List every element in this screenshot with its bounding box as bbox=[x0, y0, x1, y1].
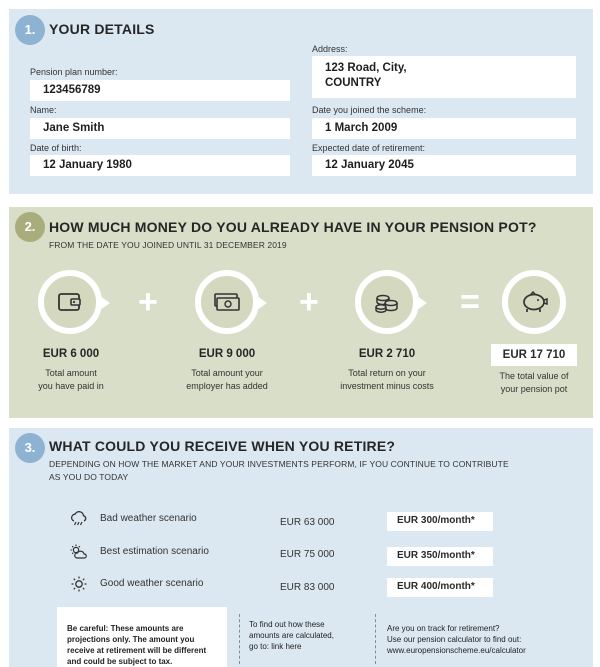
paid-in-amount: EUR 6 000 bbox=[42, 348, 100, 360]
calculator-note: Are you on track for retirement? Use our pension calculator to find out: www.europensionscheme.eu/calculator bbox=[387, 623, 587, 656]
employer-amount: EUR 9 000 bbox=[198, 348, 256, 360]
pension-pot-section bbox=[9, 207, 593, 418]
address-line-1: 123 Road, City, bbox=[325, 62, 407, 74]
dob-label: Date of birth: bbox=[30, 143, 82, 153]
section-subtitle: FROM THE DATE YOU JOINED UNTIL 31 DECEMBER 2019 bbox=[49, 240, 287, 250]
circle-pointer bbox=[100, 296, 110, 310]
section-number-badge: 1. bbox=[15, 15, 45, 45]
return-desc: Total return on your investment minus costs bbox=[340, 368, 434, 391]
divider bbox=[239, 614, 240, 664]
plus-sign: + bbox=[299, 283, 319, 321]
dob-field: 12 January 1980 bbox=[30, 155, 290, 176]
section-title: YOUR DETAILS bbox=[49, 21, 155, 37]
scenario-monthly: EUR 400/month* bbox=[387, 578, 493, 597]
section-title: HOW MUCH MONEY DO YOU ALREADY HAVE IN YOUR PENSION POT? bbox=[49, 219, 537, 235]
address-line-2: COUNTRY bbox=[325, 77, 382, 89]
scenario-label: Good weather scenario bbox=[100, 578, 204, 589]
divider bbox=[375, 614, 376, 664]
scenario-total: EUR 83 000 bbox=[280, 582, 335, 593]
total-pot-amount: EUR 17 710 bbox=[491, 344, 577, 366]
section-subtitle: DEPENDING ON HOW THE MARKET AND YOUR INVESTMENTS PERFORM, IF YOU CONTINUE TO CONTRIBUTE AS YOU DO TODAY bbox=[49, 459, 509, 482]
piggy-bank-circle bbox=[502, 270, 566, 334]
employer-desc: Total amount your employer has added bbox=[186, 368, 268, 391]
warning-text: Be careful: These amounts are projections only. The amount you receive at retirement will be different and could be subject to tax. bbox=[67, 624, 207, 666]
address-label: Address: bbox=[312, 44, 348, 54]
scenario-label: Best estimation scenario bbox=[100, 546, 209, 557]
name-label: Name: bbox=[30, 105, 57, 115]
joined-label: Date you joined the scheme: bbox=[312, 105, 427, 115]
joined-field: 1 March 2009 bbox=[312, 118, 576, 139]
scenario-label: Bad weather scenario bbox=[100, 513, 197, 524]
paid-in-desc: Total amount you have paid in bbox=[38, 368, 104, 391]
sun-icon bbox=[70, 576, 88, 592]
circle-pointer bbox=[417, 296, 427, 310]
wallet-icon bbox=[58, 292, 82, 312]
section-title: WHAT COULD YOU RECEIVE WHEN YOU RETIRE? bbox=[49, 438, 396, 454]
coins-icon bbox=[374, 289, 400, 315]
return-amount: EUR 2 710 bbox=[358, 348, 416, 360]
sun-cloud-icon bbox=[70, 544, 88, 560]
banknotes-circle bbox=[195, 270, 259, 334]
circle-pointer bbox=[257, 296, 267, 310]
wallet-circle bbox=[38, 270, 102, 334]
piggy-bank-icon bbox=[520, 291, 548, 313]
section-number-badge: 3. bbox=[15, 433, 45, 463]
calculation-link[interactable]: go to: link here bbox=[249, 642, 302, 651]
scenario-monthly: EUR 300/month* bbox=[387, 512, 493, 531]
plus-sign: + bbox=[138, 283, 158, 321]
equals-sign: = bbox=[460, 283, 480, 321]
scenario-monthly: EUR 350/month* bbox=[387, 547, 493, 566]
pension-plan-field: 123456789 bbox=[30, 80, 290, 101]
calculation-note: To find out how these amounts are calculated, go to: link here bbox=[249, 619, 369, 652]
coins-circle bbox=[355, 270, 419, 334]
retirement-label: Expected date of retirement: bbox=[312, 143, 426, 153]
name-field: Jane Smith bbox=[30, 118, 290, 139]
calculator-link[interactable]: www.europensionscheme.eu/calculator bbox=[387, 646, 526, 655]
section-number-badge: 2. bbox=[15, 212, 45, 242]
total-pot-desc: The total value of your pension pot bbox=[499, 371, 569, 394]
pension-plan-label: Pension plan number: bbox=[30, 67, 118, 77]
storm-cloud-icon bbox=[70, 511, 88, 527]
scenario-total: EUR 75 000 bbox=[280, 549, 335, 560]
retirement-section bbox=[9, 428, 593, 667]
your-details-section bbox=[9, 9, 593, 194]
scenario-total: EUR 63 000 bbox=[280, 517, 335, 528]
retirement-field: 12 January 2045 bbox=[312, 155, 576, 176]
address-field bbox=[312, 56, 576, 98]
banknotes-icon bbox=[213, 291, 241, 313]
